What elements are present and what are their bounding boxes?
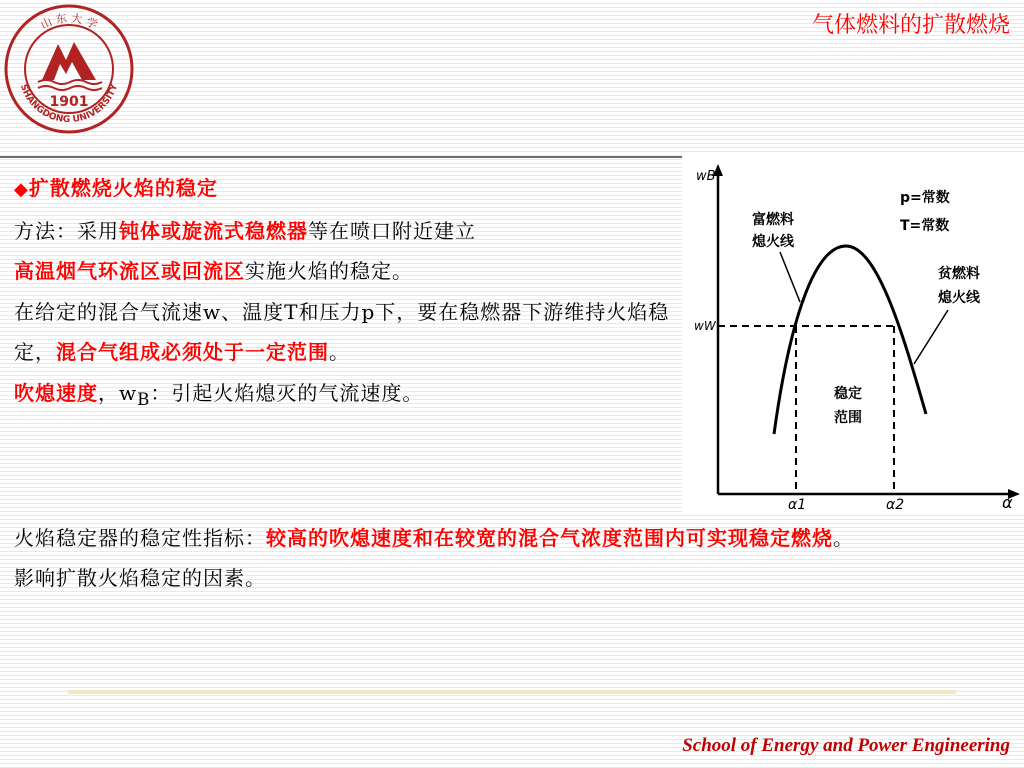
alpha1-label: α1 [788,497,807,513]
lean-label-line2: 熄火线 [938,290,980,306]
region-label-line2: 范围 [834,410,862,426]
legend-pressure: p=常数 [900,190,950,206]
main-text-block [14,168,674,420]
ww-label: wW [694,319,716,333]
logo-year: 1901 [49,94,89,110]
section-heading: ◆扩散燃烧火焰的稳定 [14,176,218,200]
blowoff-definition: 吹熄速度，$w_B$：引起火焰熄灭的气流速度。 [14,380,424,409]
stability-diagram [682,152,1024,514]
rich-label-line1: 富燃料 [752,212,794,228]
condition-paragraph: 在给定的混合气流速w、温度T和压力p下，要在稳燃器下游维持火焰稳定，混合气组成必须处于一定范围。 [14,299,670,364]
university-logo [2,2,136,136]
rich-label-line2: 熄火线 [752,234,794,250]
y-axis-label: wB [696,169,716,184]
footer-text: School of Energy and Power Engineering [682,735,1010,756]
indicator-paragraph: 火焰稳定器的稳定性指标：较高的吹熄速度和在较宽的混合气浓度范围内可实现稳定燃烧。 [14,526,854,550]
diamond-bullet-icon: ◆ [14,179,29,200]
lean-label-line1: 贫燃料 [938,266,980,282]
x-axis-label: α [1002,493,1013,512]
factors-paragraph: 影响扩散火焰稳定的因素。 [14,566,266,590]
region-label-line1: 稳定 [834,386,862,402]
legend-temperature: T=常数 [900,218,950,234]
svg-text:山 东 大 学 [39,11,100,32]
logo-top-text: 山 东 大 学 [38,11,100,32]
method-paragraph: 方法：采用钝体或旋流式稳燃器等在喷口附近建立 高温烟气环流区或回流区实施火焰的稳定。 [14,218,476,283]
footer-divider [68,690,956,694]
slide-title: 气体燃料的扩散燃烧 [811,13,1010,38]
logo-arc-text: SHANGDONG UNIVERSITY [17,83,121,126]
alpha2-label: α2 [886,497,905,513]
bottom-text-block [14,518,1014,598]
